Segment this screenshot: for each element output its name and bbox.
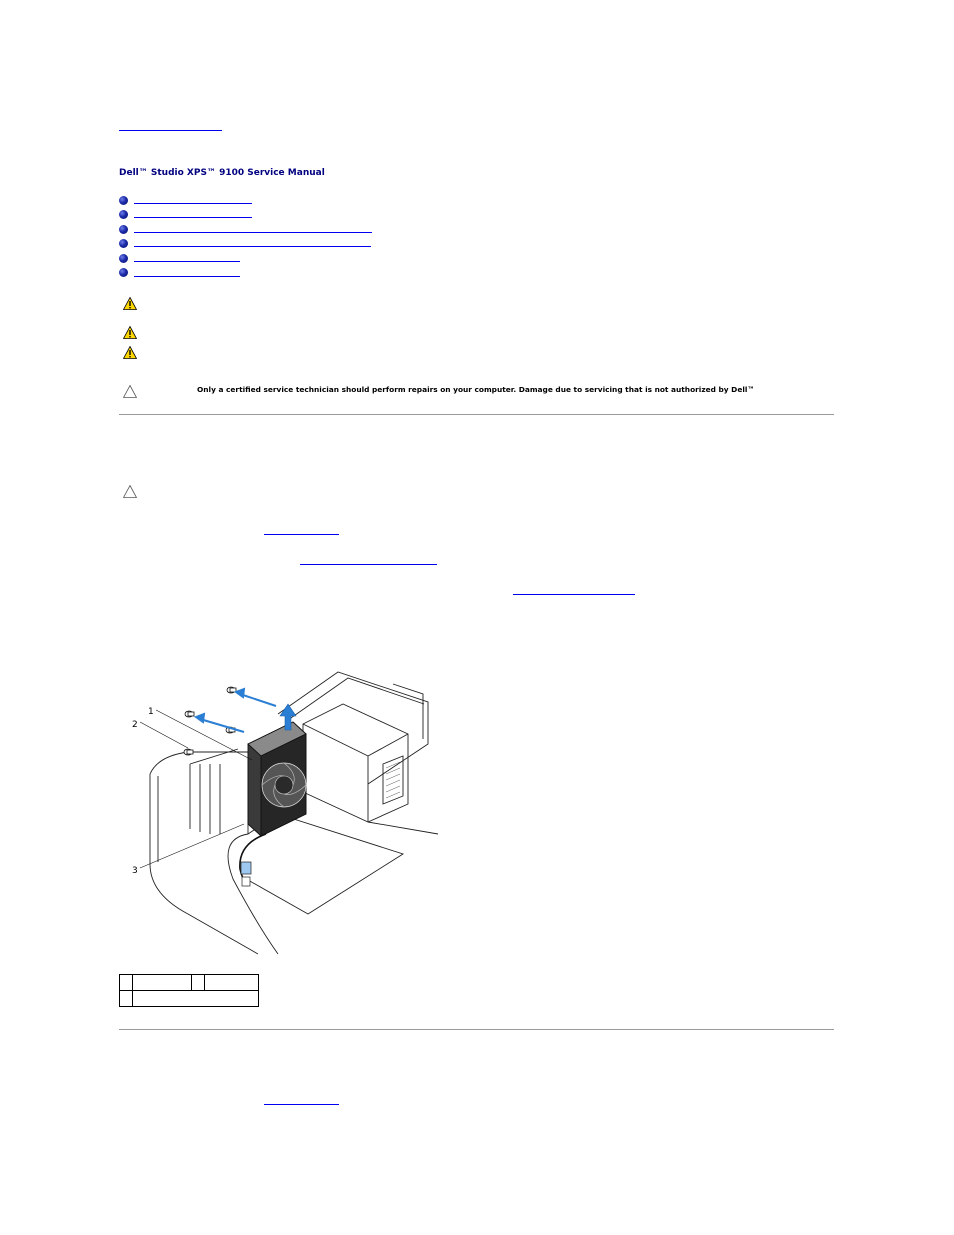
caution-icon [123,485,137,498]
legend-cell [120,975,133,991]
legend-cell [133,991,259,1007]
table-row [120,975,259,991]
toc-bullet-icon [119,268,128,277]
toc-link-2[interactable] [134,217,252,218]
legend-cell [192,975,205,991]
step-link-2[interactable] [300,564,437,565]
manual-title: Dell™ Studio XPS™ 9100 Service Manual [119,168,325,178]
legend-cell [120,991,133,1007]
step-link-3[interactable] [513,594,635,595]
table-row [120,991,259,1007]
step-link-1[interactable] [264,534,339,535]
toc-bullet-icon [119,210,128,219]
toc-link-1[interactable] [134,203,252,204]
legend-cell [205,975,259,991]
section-divider [119,1029,834,1030]
toc-bullet-icon [119,254,128,263]
fan-removal-figure [128,664,440,960]
toc-link-4[interactable] [134,246,371,247]
legend-cell [133,975,192,991]
back-to-contents-link[interactable] [119,130,222,131]
toc-bullet-icon [119,196,128,205]
caution-notice-text: Only a certified service technician should perform repairs on your computer. Damage due to servicing that is not authorized by Dell™ [197,385,755,394]
toc-link-6[interactable] [134,276,240,277]
step-link-4[interactable] [264,1104,339,1105]
toc-link-3[interactable] [134,232,372,233]
toc-link-5[interactable] [134,261,240,262]
warning-icon [123,326,137,339]
toc-bullet-icon [119,225,128,234]
callout-legend-table [119,974,259,1007]
warning-icon [123,297,137,310]
callout-3: 3 [132,866,138,876]
caution-icon [123,385,137,398]
callout-2: 2 [132,720,138,730]
warning-icon [123,346,137,359]
callout-1: 1 [148,707,154,717]
section-divider [119,414,834,415]
toc-bullet-icon [119,239,128,248]
